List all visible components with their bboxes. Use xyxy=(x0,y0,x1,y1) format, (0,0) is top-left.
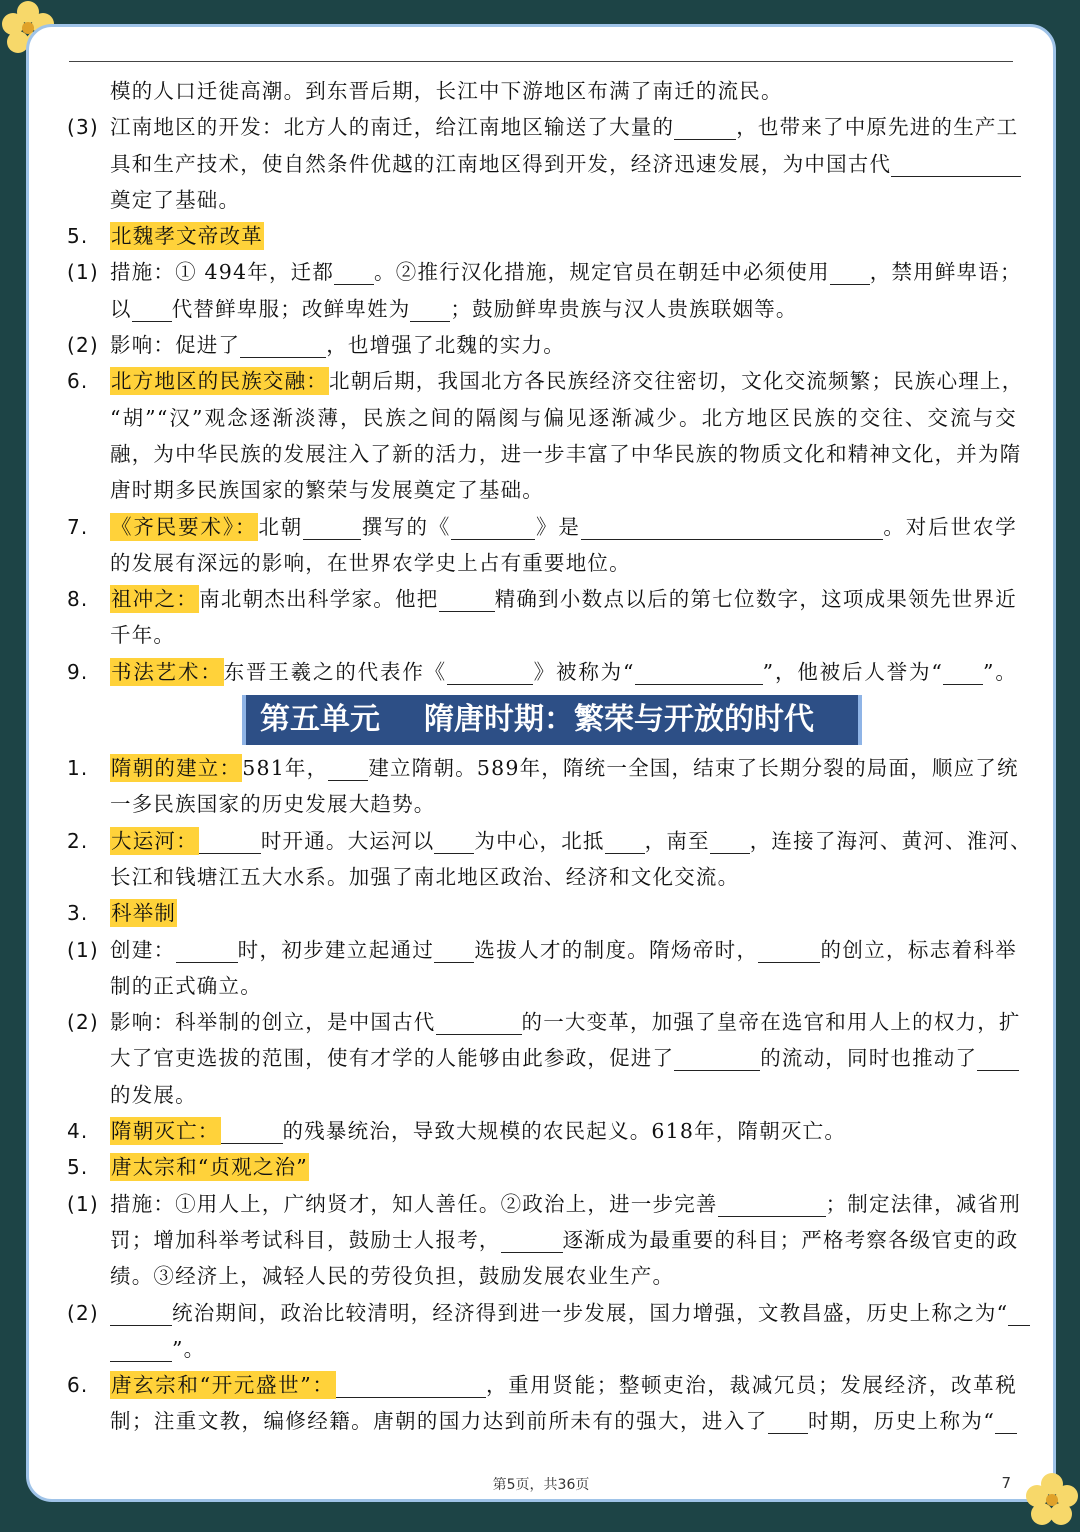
fill-in-blank[interactable] xyxy=(199,830,261,854)
text-segment: 奠定了基础。 xyxy=(110,187,241,212)
unit-title: 隋唐时期：繁荣与开放的时代 xyxy=(424,702,814,738)
line-text xyxy=(110,472,1017,508)
text-segment: 唐时期多民族国家的繁荣与发展奠定了基础。 xyxy=(110,478,544,503)
fill-in-blank[interactable] xyxy=(768,1410,808,1434)
text-segment: 逐渐成为最重要的科目；严格考察各级官吏的政 xyxy=(562,1227,1019,1252)
text-segment: 的创立，标志着科举 xyxy=(820,937,1017,962)
text-segment: 制的正式确立。 xyxy=(110,973,262,998)
item-number: (3) xyxy=(67,115,99,140)
text-segment: 时，初步建立起通过 xyxy=(237,937,435,962)
text-segment: 北朝后期，我国北方各民族经济交往密切，文化交流频繁；民族心理上， xyxy=(329,369,1024,394)
line-text xyxy=(110,327,1017,363)
line-text xyxy=(110,1295,1017,1331)
text-line xyxy=(67,400,1017,436)
text-segment: 581年， xyxy=(242,756,329,781)
text-line xyxy=(67,1149,1017,1185)
highlighted-topic: 隋朝灭亡： xyxy=(111,1119,220,1144)
text-segment: 时期，历史上称为“ xyxy=(807,1409,996,1434)
text-segment: 南北朝杰出科学家。他把 xyxy=(199,587,439,612)
line-text xyxy=(110,1367,1017,1403)
text-line xyxy=(67,786,1017,822)
fill-in-blank[interactable] xyxy=(221,1120,283,1144)
line-text xyxy=(110,436,1022,472)
unit-heading xyxy=(67,690,1017,750)
line-text xyxy=(110,617,1017,653)
text-segment: 东晋王羲之的代表作《 xyxy=(223,659,448,684)
fill-in-blank[interactable] xyxy=(581,516,883,540)
text-line xyxy=(67,932,1017,968)
text-line xyxy=(67,436,1022,472)
text-segment: ”。 xyxy=(983,659,1018,684)
text-line xyxy=(67,654,1017,690)
fill-in-blank[interactable] xyxy=(995,1410,1017,1434)
text-segment: 选拔人才的制度。隋炀帝时， xyxy=(474,937,759,962)
text-segment: 统治期间，政治比较清明，经济得到进一步发展，国力增强，文教昌盛，历史上称之为“ xyxy=(172,1300,1009,1325)
line-text xyxy=(110,1040,1017,1076)
fill-in-blank[interactable] xyxy=(303,516,361,540)
fill-in-blank[interactable] xyxy=(334,261,374,285)
text-segment: 》是 xyxy=(535,514,581,539)
text-line xyxy=(67,218,1017,254)
item-number: 2. xyxy=(67,828,89,853)
line-text xyxy=(110,859,1017,895)
text-line xyxy=(67,581,1017,617)
text-line xyxy=(67,617,1017,653)
item-number: (1) xyxy=(67,1191,99,1216)
text-segment: 罚；增加科举考试科目，鼓励士人报考， xyxy=(110,1227,501,1252)
fill-in-blank[interactable] xyxy=(718,1193,826,1217)
fill-in-blank[interactable] xyxy=(710,830,750,854)
worksheet-content xyxy=(67,73,1032,1440)
fill-in-blank[interactable] xyxy=(110,1338,172,1362)
fill-in-blank[interactable] xyxy=(328,757,368,781)
text-line xyxy=(67,73,1017,109)
item-number: 7. xyxy=(67,514,89,539)
text-line xyxy=(67,327,1017,363)
fill-in-blank[interactable] xyxy=(891,153,1021,177)
fill-in-blank[interactable] xyxy=(447,661,533,685)
line-text xyxy=(110,291,1017,327)
text-segment: 模的人口迁徙高潮。到东晋后期，长江中下游地区布满了南迁的流民。 xyxy=(110,79,783,103)
text-line xyxy=(67,750,1017,786)
highlighted-topic: 北魏孝文帝改革 xyxy=(111,224,263,249)
item-number: 6. xyxy=(67,369,89,394)
item-number: 1. xyxy=(67,756,89,781)
fill-in-blank[interactable] xyxy=(176,939,238,963)
item-number: (2) xyxy=(67,1010,99,1035)
fill-in-blank[interactable] xyxy=(830,261,870,285)
highlighted-topic: 唐太宗和“贞观之治” xyxy=(111,1155,308,1180)
highlighted-topic: 书法艺术： xyxy=(111,659,223,684)
line-text xyxy=(110,400,1017,436)
text-segment: 为中心，北抵 xyxy=(474,828,605,853)
line-text xyxy=(110,1149,1017,1185)
text-segment: ，也带来了中原先进的生产工 xyxy=(736,115,1019,140)
text-line xyxy=(67,291,1017,327)
highlighted-topic: 北方地区的民族交融： xyxy=(111,369,328,394)
text-segment: ，重用贤能；整顿吏治，裁减冗员；发展经济，改革税 xyxy=(485,1373,1017,1398)
line-text xyxy=(110,509,1017,545)
text-segment: ”。 xyxy=(172,1336,206,1361)
text-segment: 》被称为“ xyxy=(533,659,635,684)
line-text xyxy=(110,786,1017,822)
text-segment: 的一大变革，加强了皇帝在选官和用人上的权力，扩 xyxy=(521,1010,1021,1035)
fill-in-blank[interactable] xyxy=(501,1229,563,1253)
fill-in-blank[interactable] xyxy=(1008,1302,1030,1326)
highlighted-topic: 隋朝的建立： xyxy=(111,756,242,781)
line-text xyxy=(110,545,1017,581)
text-line xyxy=(67,1331,1017,1367)
fill-in-blank[interactable] xyxy=(674,116,736,140)
text-line xyxy=(67,509,1017,545)
line-text xyxy=(110,1186,1021,1222)
text-segment: 的残暴统治，导致大规模的农民起义。618年，隋朝灭亡。 xyxy=(282,1119,847,1144)
text-line xyxy=(67,1295,1017,1331)
text-segment: 撰写的《 xyxy=(361,514,452,539)
text-segment: ，南至 xyxy=(644,828,710,853)
line-text xyxy=(110,363,1024,399)
line-text xyxy=(110,823,1032,859)
fill-in-blank[interactable] xyxy=(434,830,474,854)
text-line xyxy=(67,823,1032,859)
text-segment: 措施：① 494年，迁都 xyxy=(110,260,335,285)
highlighted-topic: 祖冲之： xyxy=(111,587,199,612)
text-segment: 长江和钱塘江五大水系。加强了南北地区政治、经济和文化交流。 xyxy=(110,864,740,889)
item-number: (2) xyxy=(67,1300,99,1325)
line-text xyxy=(110,1113,1017,1149)
item-number: 6. xyxy=(67,1373,89,1398)
line-text xyxy=(110,750,1017,786)
item-number: 8. xyxy=(67,587,89,612)
line-text xyxy=(110,1222,1017,1258)
line-text xyxy=(110,654,1017,690)
item-number: (1) xyxy=(67,937,99,962)
fill-in-blank[interactable] xyxy=(336,1374,486,1398)
text-segment: “胡”“汉”观念逐渐淡薄，民族之间的隔阂与偏见逐渐减少。北方地区民族的交往、交流与交 xyxy=(110,405,1017,430)
fill-in-blank[interactable] xyxy=(451,516,535,540)
item-number: 9. xyxy=(67,659,89,684)
text-line xyxy=(67,859,1017,895)
text-segment: 的流动，同时也推动了 xyxy=(760,1046,978,1071)
line-text xyxy=(110,218,1017,254)
text-segment: 江南地区的开发：北方人的南迁，给江南地区输送了大量的 xyxy=(110,115,675,140)
text-segment: 一多民族国家的历史发展大趋势。 xyxy=(110,792,436,817)
text-segment: ，也增强了北魏的实力。 xyxy=(326,333,565,358)
fill-in-blank[interactable] xyxy=(674,1047,760,1071)
text-line xyxy=(67,182,1017,218)
text-segment: 创建： xyxy=(110,937,176,962)
item-number: (1) xyxy=(67,260,99,285)
text-segment: 代替鲜卑服；改鲜卑姓为 xyxy=(171,296,411,321)
fill-in-blank[interactable] xyxy=(132,298,172,322)
text-line xyxy=(67,363,1024,399)
item-number: (2) xyxy=(67,333,99,358)
line-text xyxy=(110,109,1017,145)
fill-in-blank[interactable] xyxy=(434,939,474,963)
text-line xyxy=(67,1186,1021,1222)
line-text xyxy=(110,968,1017,1004)
text-line xyxy=(67,545,1017,581)
text-segment: ”，他被后人誉为“ xyxy=(762,659,943,684)
text-segment: 融，为中华民族的发展注入了新的活力，进一步丰富了中华民族的物质文化和精神文化，并为隋 xyxy=(110,441,1022,466)
text-segment: ，禁用鲜卑语； xyxy=(869,260,1022,285)
page-number: 7 xyxy=(1001,1474,1011,1492)
text-line xyxy=(67,1258,1017,1294)
text-segment: 影响：促进了 xyxy=(110,333,241,358)
header-rule xyxy=(69,61,1013,62)
text-line xyxy=(67,254,1022,290)
text-segment: 。对后世农学 xyxy=(882,514,1017,539)
text-line xyxy=(67,1367,1017,1403)
text-line xyxy=(67,1403,1017,1439)
fill-in-blank[interactable] xyxy=(439,588,495,612)
line-text xyxy=(110,1258,1017,1294)
text-line xyxy=(67,968,1017,1004)
text-segment: ；鼓励鲜卑贵族与汉人贵族联姻等。 xyxy=(450,296,798,321)
text-segment: 的发展有深远的影响，在世界农学史上占有重要地位。 xyxy=(110,550,631,575)
unit-number: 第五单元 xyxy=(260,702,380,738)
text-line xyxy=(67,146,1017,182)
text-segment: 北朝 xyxy=(258,514,304,539)
line-text xyxy=(110,895,1017,931)
text-segment: 具和生产技术，使自然条件优越的江南地区得到开发，经济迅速发展，为中国古代 xyxy=(110,151,892,176)
text-segment: 措施：①用人上，广纳贤才，知人善任。②政治上，进一步完善 xyxy=(110,1191,718,1216)
text-segment: 制；注重文教，编修经籍。唐朝的国力达到前所未有的强大，进入了 xyxy=(110,1409,768,1434)
highlighted-topic: 大运河： xyxy=(111,828,198,853)
line-text xyxy=(110,1331,1017,1367)
line-text xyxy=(110,73,1017,109)
fill-in-blank[interactable] xyxy=(240,334,326,358)
text-segment: ，连接了海河、黄河、淮河、 xyxy=(749,828,1032,853)
fill-in-blank[interactable] xyxy=(436,1011,522,1035)
text-segment: 影响：科举制的创立，是中国古代 xyxy=(110,1010,436,1035)
line-text xyxy=(110,1004,1021,1040)
highlighted-topic: 《齐民要术》： xyxy=(111,514,258,539)
text-line xyxy=(67,1222,1017,1258)
fill-in-blank[interactable] xyxy=(977,1047,1019,1071)
fill-in-blank[interactable] xyxy=(410,298,450,322)
line-text xyxy=(110,932,1017,968)
text-line xyxy=(67,895,1017,931)
text-segment: ；制定法律，减省刑 xyxy=(825,1191,1021,1216)
text-line xyxy=(67,109,1017,145)
text-line xyxy=(67,472,1017,508)
text-line xyxy=(67,1077,1017,1113)
text-segment: 绩。③经济上，减轻人民的劳役负担，鼓励发展农业生产。 xyxy=(110,1264,675,1289)
highlighted-topic: 唐玄宗和“开元盛世”： xyxy=(111,1373,335,1398)
text-line xyxy=(67,1040,1017,1076)
text-segment: 时开通。大运河以 xyxy=(260,828,435,853)
highlighted-topic: 科举制 xyxy=(111,901,177,926)
text-segment: 建立隋朝。589年，隋统一全国，结束了长期分裂的局面，顺应了统 xyxy=(368,756,1019,781)
item-number: 4. xyxy=(67,1119,89,1144)
fill-in-blank[interactable] xyxy=(635,661,763,685)
line-text xyxy=(110,1077,1017,1113)
line-text xyxy=(110,1403,1017,1439)
text-segment: 精确到小数点以后的第七位数字，这项成果领先世界近 xyxy=(494,587,1017,612)
text-segment: 。②推行汉化措施，规定官员在朝廷中必须使用 xyxy=(374,260,830,285)
fill-in-blank[interactable] xyxy=(605,830,645,854)
text-line xyxy=(67,1113,1017,1149)
item-number: 5. xyxy=(67,224,89,249)
fill-in-blank[interactable] xyxy=(110,1302,172,1326)
unit-heading-bar xyxy=(242,695,862,745)
page-footer: 第5页，共36页 xyxy=(492,1477,590,1493)
line-text xyxy=(110,146,1017,182)
line-text xyxy=(110,182,1017,218)
text-line xyxy=(67,1004,1021,1040)
flower-decoration-icon xyxy=(1020,1468,1080,1532)
text-segment: 以 xyxy=(110,296,132,321)
line-text xyxy=(110,254,1022,290)
text-segment: 大了官吏选拔的范围，使有才学的人能够由此参政，促进了 xyxy=(110,1046,675,1071)
text-segment: 的发展。 xyxy=(110,1082,197,1107)
fill-in-blank[interactable] xyxy=(758,939,820,963)
fill-in-blank[interactable] xyxy=(943,661,983,685)
item-number: 5. xyxy=(67,1155,89,1180)
worksheet-page xyxy=(26,24,1056,1502)
line-text xyxy=(110,581,1017,617)
text-segment: 千年。 xyxy=(110,623,176,648)
item-number: 3. xyxy=(67,901,89,926)
